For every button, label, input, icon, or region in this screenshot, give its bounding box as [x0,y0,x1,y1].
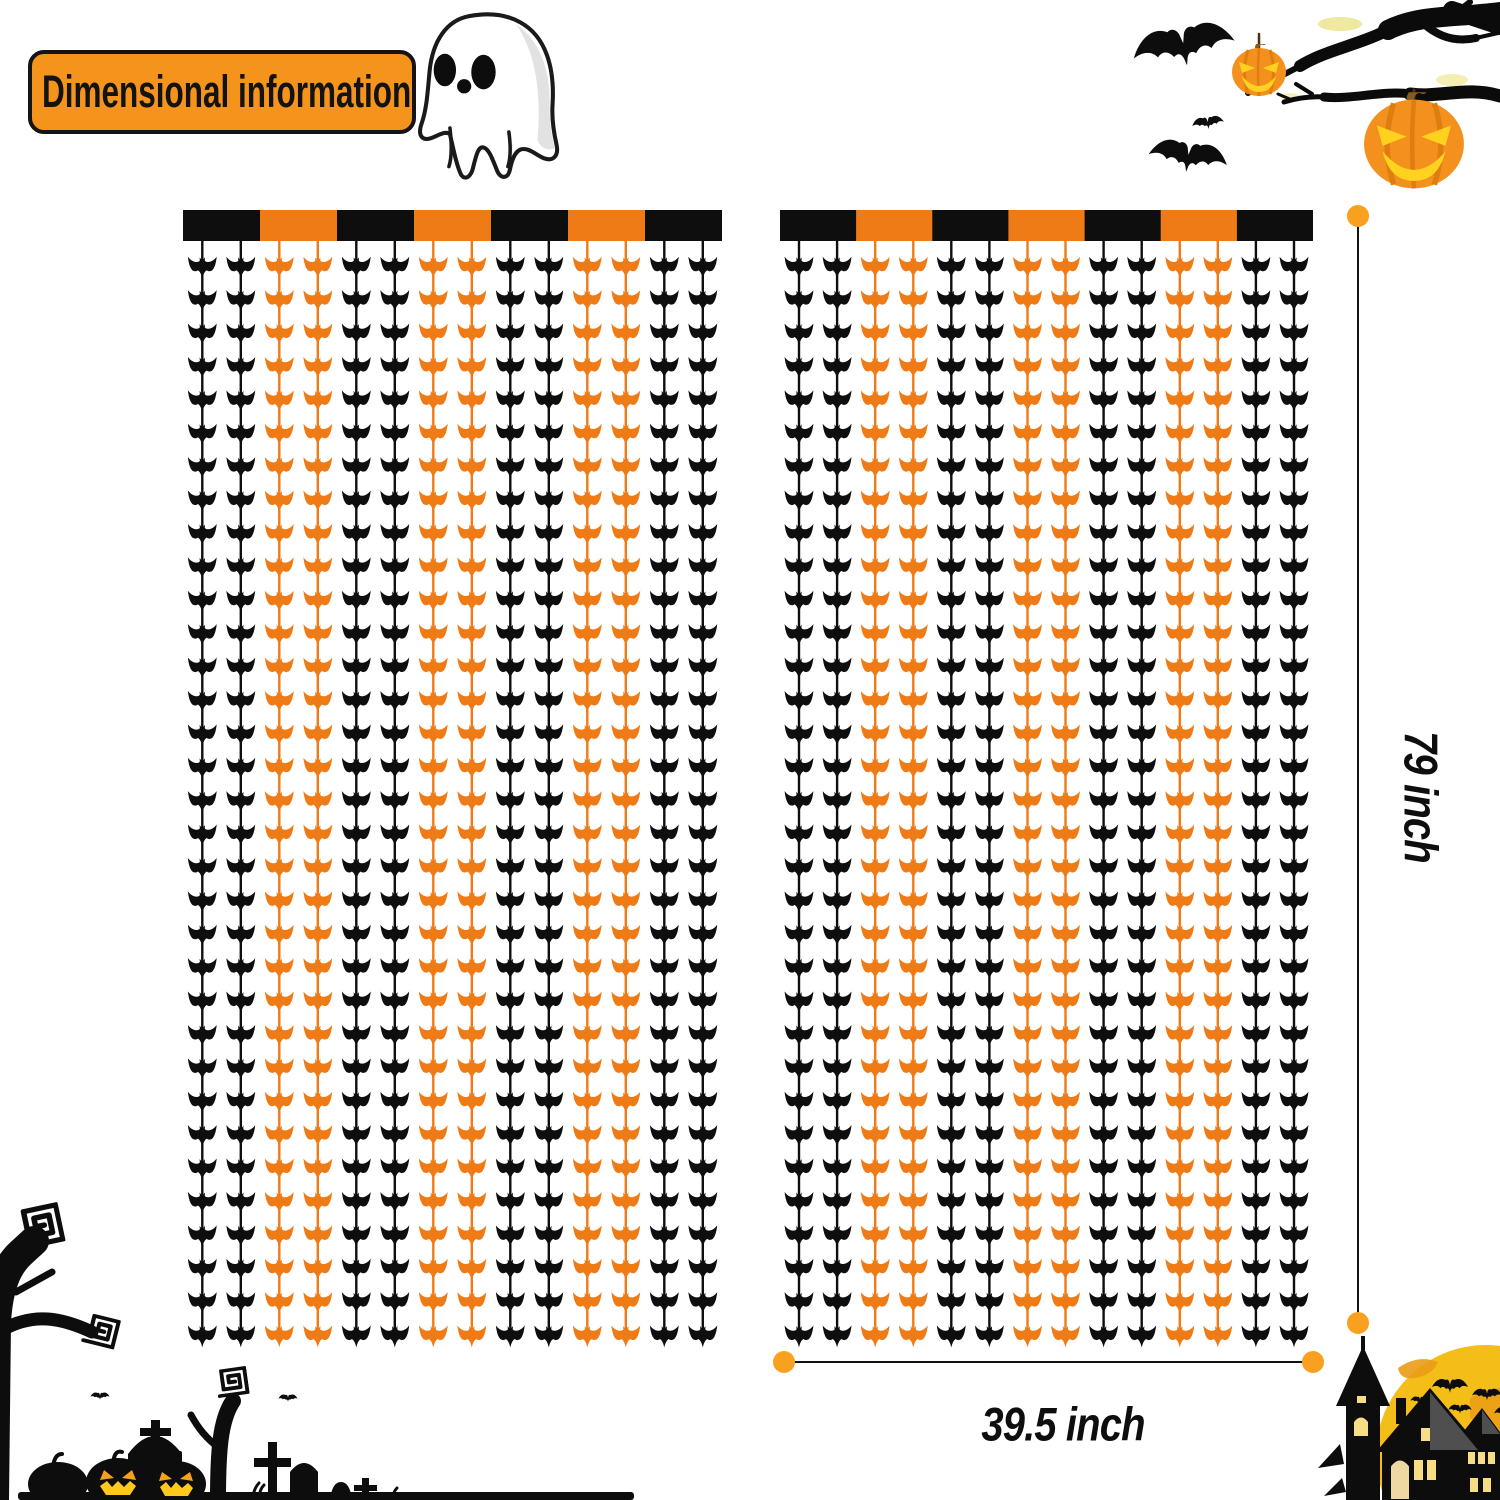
tree-branch-icon [1248,2,1500,102]
width-dimension-dot-left [773,1351,795,1373]
bat-curtain-panel-left [183,210,722,1350]
height-dimension-label: 79 inch [1394,731,1448,863]
width-dimension-dot-right [1302,1351,1324,1373]
height-dimension-line [1357,216,1359,1323]
height-dimension-dot-top [1347,205,1369,227]
flying-bat-icon [1130,18,1238,177]
ghost-icon [405,6,565,191]
hanging-pumpkin-small-icon [1232,43,1286,97]
width-dimension-label: 39.5 inch [981,1397,1145,1451]
bat-curtain-panel-right [780,210,1313,1350]
page-title: Dimensional information [42,66,412,117]
title-box [28,50,416,134]
haunted-house-moon-icon [1318,1336,1500,1500]
height-dimension-dot-bottom [1347,1312,1369,1334]
width-dimension-line [784,1361,1313,1363]
hanging-pumpkin-large-icon [1364,89,1464,188]
